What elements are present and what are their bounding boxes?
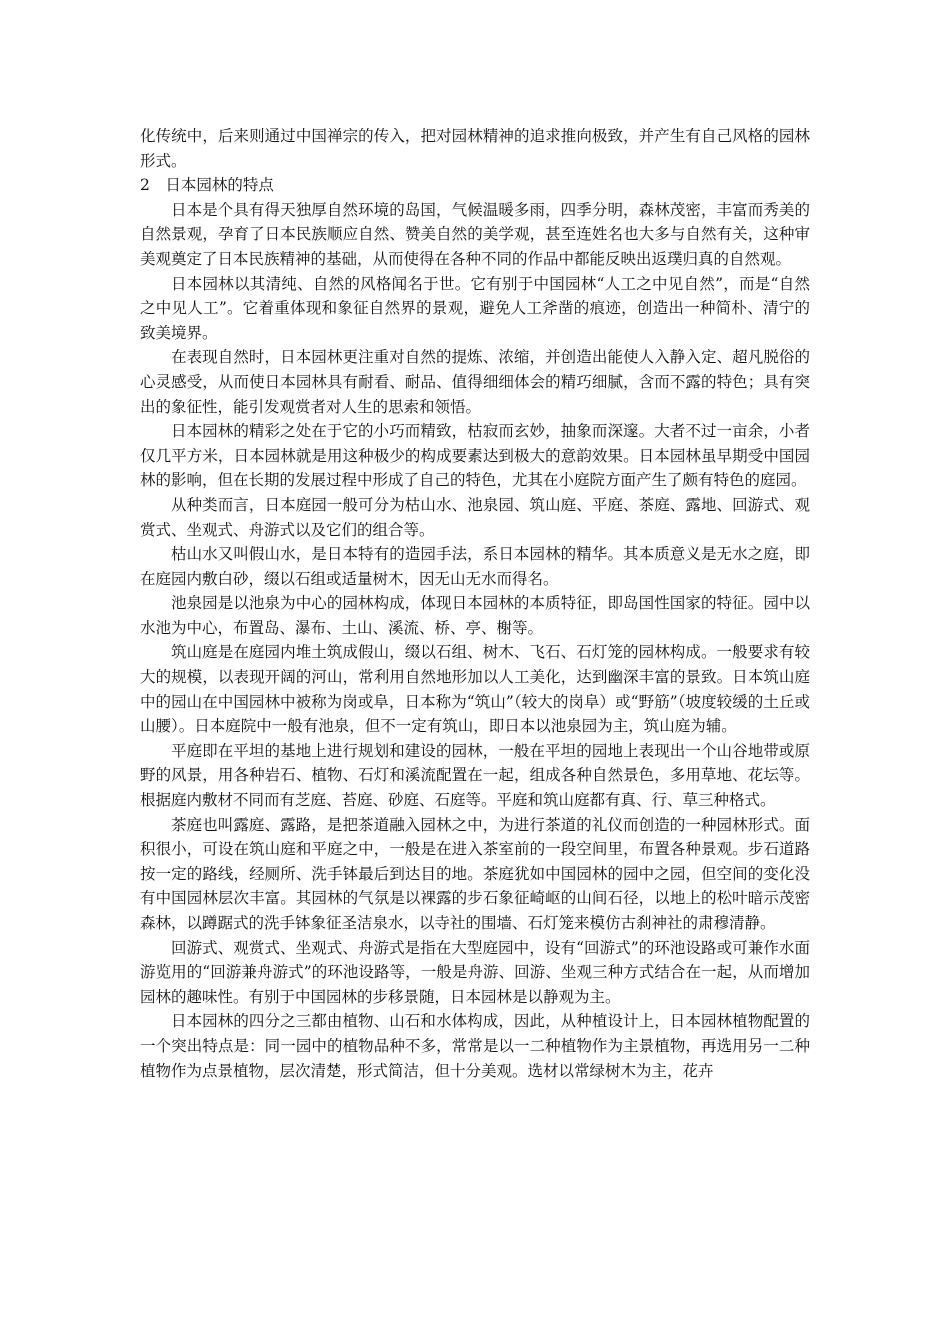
paragraph-pond-garden: 池泉园是以池泉为中心的园林构成，体现日本园林的本质特征，即岛国性国家的特征。园中以水池为中心，布置岛、瀑布、土山、溪流、桥、亭、榭等。 — [140, 594, 810, 637]
paragraph-plant-configuration: 日本园林的四分之三都由植物、山石和水体构成，因此，从种植设计上，日本园林植物配置的一个突出特点是：同一园中的植物品种不多，常常是以一二种植物作为主景植物，再选用另一二种植物作为点景植物，层次清楚，形式简洁，但十分美观。选材以常绿树木为主，花卉 — [140, 1012, 810, 1080]
paragraph-pure-style: 日本园林以其清纯、自然的风格闻名于世。它有别于中国园林“人工之中见自然”，而是“自然之中见人工”。它着重体现和象征自然界的景观，避免人工斧凿的痕迹，创造出一种简朴、清宁的致美境界。 — [140, 274, 810, 342]
paragraph-karesansui: 枯山水又叫假山水，是日本特有的造园手法，系日本园林的精华。其本质意义是无水之庭，即在庭园内敷白砂，缀以石组或适量树木，因无山无水而得名。 — [140, 545, 810, 588]
paragraph-flat-garden: 平庭即在平坦的基地上进行规划和建设的园林，一般在平坦的园地上表现出一个山谷地带或原野的风景，用各种岩石、植物、石灯和溪流配置在一起，组成各种自然景色，多用草地、花坛等。根据庭内敷材不同而有芝庭、苔庭、砂庭、石庭等。平庭和筑山庭都有真、行、草三种格式。 — [140, 741, 810, 810]
continuation-paragraph: 化传统中，后来则通过中国禅宗的传入，把对园林精神的追求推向极致，并产生有自己风格的园林形式。 — [140, 127, 810, 170]
paragraph-garden-types: 从种类而言，日本庭园一般可分为枯山水、池泉园、筑山庭、平庭、茶庭、露地、回游式、观赏式、坐观式、舟游式以及它们的组合等。 — [140, 495, 810, 539]
paragraph-hill-garden: 筑山庭是在庭园内堆土筑成假山，缀以石组、树木、飞石、石灯笼的园林构成。一般要求有较大的规模，以表现开阔的河山，常利用自然地形加以人工美化，达到幽深丰富的景致。日本筑山庭中的园山在中国园林中被称为岗或阜，日本称为“筑山”（较大的岗阜）或“野筋”（坡度较缓的土丘或山腰）。日本庭院中一般有池泉，但不一定有筑山，即日本以池泉园为主，筑山庭为辅。 — [140, 643, 810, 736]
paragraph-small-and-refined: 日本园林的精彩之处在于它的小巧而精致，枯寂而玄妙，抽象而深邃。大者不过一亩余，小者仅几平方米，日本园林就是用这种极少的构成要素达到极大的意韵效果。日本园林虽早期受中国园林的影响，但在长期的发展过程中形成了自己的特色，尤其在小庭院方面产生了颇有特色的庭园。 — [140, 422, 810, 490]
document-page — [140, 124, 810, 1083]
paragraph-tea-garden: 茶庭也叫露庭、露路，是把茶道融入园林之中，为进行茶道的礼仪而创造的一种园林形式。面积很小，可设在筑山庭和平庭之中，一般是在进入茶室前的一段空间里，布置各种景观。步石道路按一定的路线，经厕所、洗手钵最后到达目的地。茶庭犹如中国园林的园中之园，但空间的变化没有中国园林层次丰富。其园林的气氛是以裸露的步石象征崎岖的山间石径，以地上的松叶暗示茂密森林，以蹲踞式的洗手钵象征圣洁泉水，以寺社的围墙、石灯笼来模仿古刹神社的肃穆清静。 — [140, 815, 810, 932]
paragraph-natural-environment: 日本是个具有得天独厚自然环境的岛国，气候温暖多雨，四季分明，森林茂密，丰富而秀美的自然景观，孕育了日本民族顺应自然、赞美自然的美学观，甚至连姓名也大多与自然有关，这种审美观奠定了日本民族精神的基础，从而使得在各种不同的作品中都能反映出返璞归真的自然观。 — [140, 200, 810, 268]
section-heading: 2 日本园林的特点 — [140, 176, 274, 195]
paragraph-stroll-garden: 回游式、观赏式、坐观式、舟游式是指在大型庭园中，设有“回游式”的环池设路或可兼作水面游览用的“回游兼舟游式”的环池设路等，一般是舟游、回游、坐观三种方式结合在一起，从而增加园林的趣味性。有别于中国园林的步移景随，日本园林是以静观为主。 — [140, 938, 810, 1006]
paragraph-expressing-nature: 在表现自然时，日本园林更注重对自然的提炼、浓缩，并创造出能使人入静入定、超凡脱俗的心灵感受，从而使日本园林具有耐看、耐品、值得细细体会的精巧细腻，含而不露的特色；具有突出的象征性，能引发观赏者对人生的思索和领悟。 — [140, 348, 810, 416]
